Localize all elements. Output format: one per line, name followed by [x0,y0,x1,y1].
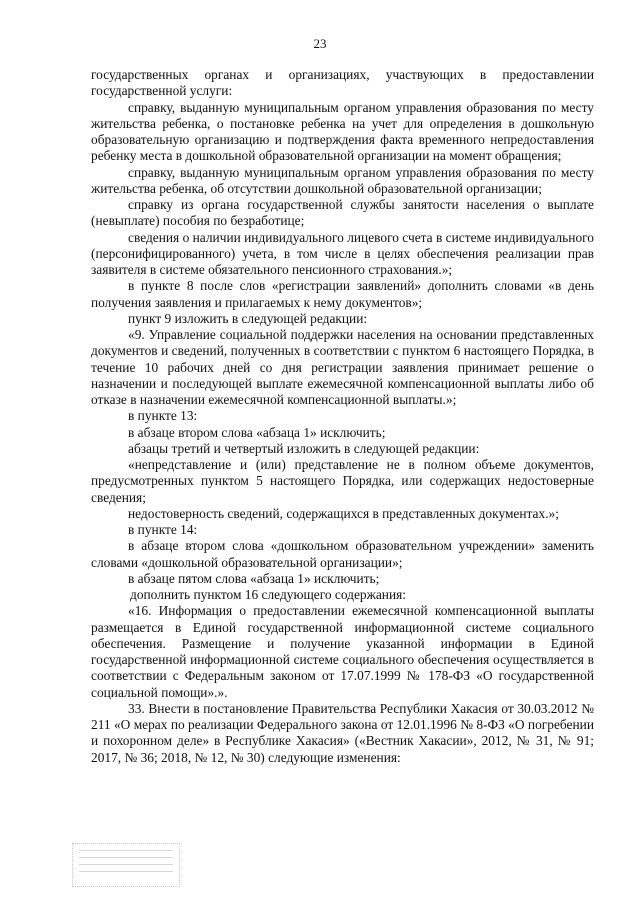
page-number: 23 [313,36,327,51]
stamp-line [79,850,173,851]
paragraph: 33. Внести в постановление Правительства Республики Хакасия от 30.03.2012 № 211 «О мерах по реализации Федерального закона от 12.01.1996 № 8-ФЗ «О погребении и похоронном деле» в Республике Хакасия» («Вестник Хакасии», 2012, № 31, № 91; 2017, № 36; 2018, № 12, № 30) следующие изменения: [91,700,594,765]
paragraph: дополнить пунктом 16 следующего содержания: [130,587,407,602]
paragraph: в абзаце втором слова «дошкольном образовательном учреждении» заменить словами «дошкольной образовательной организации»; [91,538,594,570]
paragraph: недостоверность сведений, содержащихся в представленных документах.»; [128,505,559,521]
paragraph: в абзаце пятом слова «абзаца 1» исключить; [128,570,380,586]
faded-stamp [72,843,180,887]
paragraph: справку из органа государственной службы занятости населения о выплате (невыплате) пособия по безработице; [91,197,594,229]
paragraph: сведения о наличии индивидуального лицевого счета в системе индивидуального (персонифицированного) учета, в том числе в целях обеспечения реализации прав заявителя в системе обязательного пенсионного страхования.»; [91,229,594,277]
paragraph: «9. Управление социальной поддержки населения на основании представленных документов и сведений, полученных в соответствии с пунктом 6 настоящего Порядка, в течение 10 рабочих дней со дня регистрации заявления принимает решение о назначении и последующей выплате ежемесячной компенсационной выплаты либо об отказе в назначении ежемесячной компенсационной выплаты.»; [91,327,594,407]
paragraph: пункт 9 изложить в следующей редакции: [128,310,368,326]
paragraph: справку, выданную муниципальным органом управления образования по месту жительства ребенка, об отсутствии дошкольной образовательной организации; [91,164,594,196]
paragraph: в абзаце втором слова «абзаца 1» исключить; [128,424,386,440]
stamp-line [79,857,173,858]
paragraph: государственных органах и организациях, участвующих в предоставлении государственной услуги: [91,67,594,99]
paragraph: «16. Информация о предоставлении ежемесячной компенсационной выплаты размещается в Единой государственной информационной системе социального обеспечения. Размещение и получение указанной информации в Единой государственной информационной системе социального обеспечения осуществляется в соответствии с Федеральным законом от 17.07.1999 № 178-ФЗ «О государственной социальной помощи».». [91,603,594,700]
document-body [91,67,594,766]
stamp-line [79,871,173,872]
paragraph: абзацы третий и четвертый изложить в следующей редакции: [128,440,480,456]
paragraph: «непредставление и (или) представление не в полном объеме документов, предусмотренных пунктом 5 настоящего Порядка, или содержащих недостоверные сведения; [91,457,594,505]
stamp-line [79,864,173,865]
paragraph: в пункте 8 после слов «регистрации заявлений» дополнить словами «в день получения заявления и прилагаемых к нему документов»; [91,278,594,310]
paragraph: справку, выданную муниципальным органом управления образования по месту жительства ребенка, о постановке ребенка на учет для определения в дошкольную образовательную организацию и подтверждения факта временного непредоставления ребенку места в дошкольной образовательной организации на момент обращения; [91,99,594,164]
paragraph: в пункте 13: [128,408,198,424]
paragraph: в пункте 14: [128,522,198,537]
